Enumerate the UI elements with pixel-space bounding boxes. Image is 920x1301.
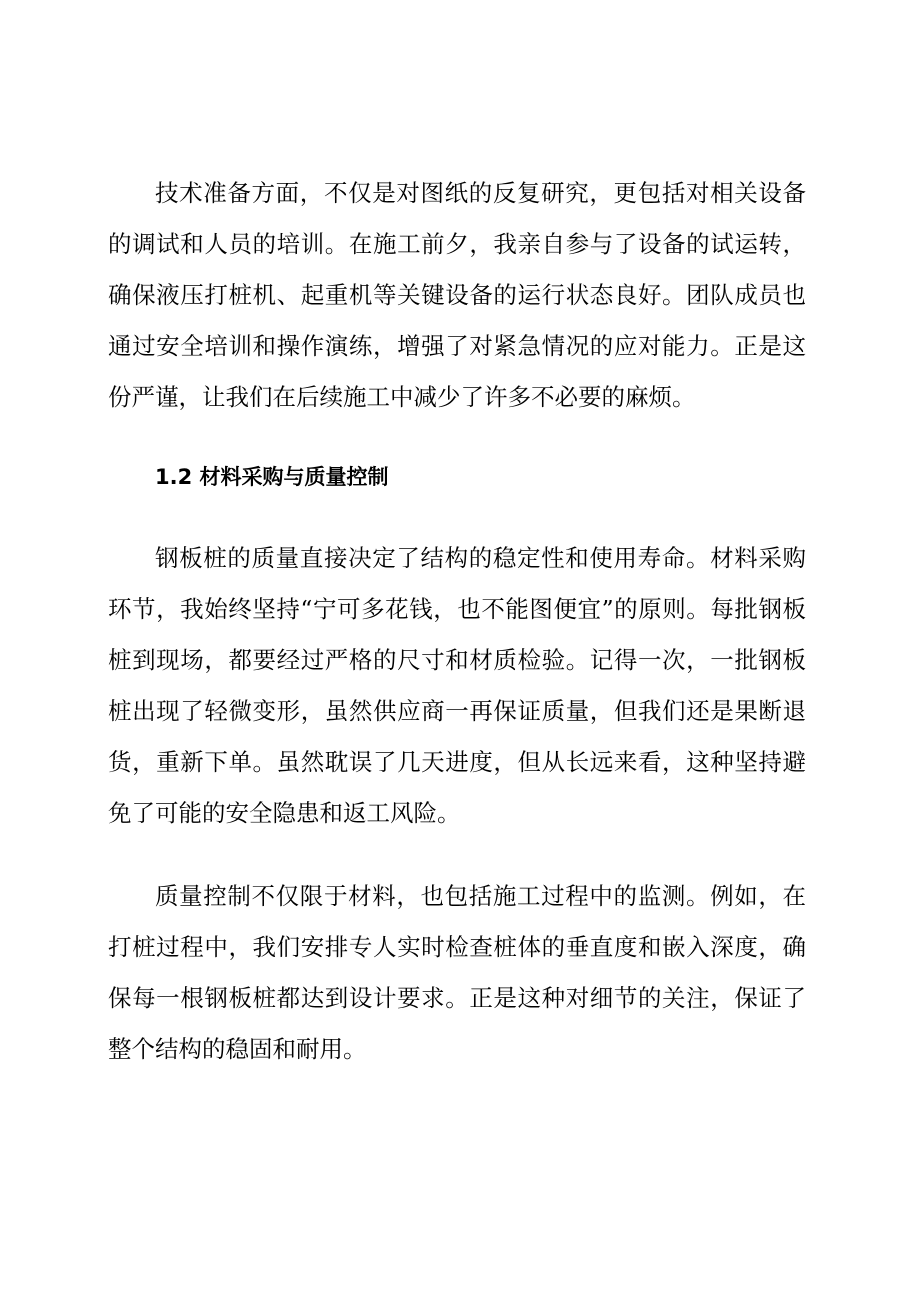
paragraph-technical-preparation: 技术准备方面，不仅是对图纸的反复研究，更包括对相关设备的调试和人员的培训。在施工前夕，我亲自参与了设备的试运转，确保液压打桩机、起重机等关键设备的运行状态良好。团队成员也通过安全培训和操作演练，增强了对紧急情况的应对能力。正是这份严谨，让我们在后续施工中减少了许多不必要的麻烦。 <box>108 179 806 411</box>
spacer <box>108 839 806 871</box>
document-body <box>108 168 806 1075</box>
paragraph-material-procurement: 钢板桩的质量直接决定了结构的稳定性和使用寿命。材料采购环节，我始终坚持“宁可多花钱，也不能图便宜”的原则。每批钢板桩到现场，都要经过严格的尺寸和材质检验。记得一次，一批钢板桩出现了轻微变形，虽然供应商一再保证质量，但我们还是果断退货，重新下单。虽然耽误了几天进度，但从长远来看，这种坚持避免了可能的安全隐患和返工风险。 <box>108 544 806 827</box>
spacer <box>108 423 806 460</box>
spacer <box>108 494 806 533</box>
paragraph-quality-control: 质量控制不仅限于材料，也包括施工过程中的监测。例如，在打桩过程中，我们安排专人实时检查桩体的垂直度和嵌入深度，确保每一根钢板桩都达到设计要求。正是这种对细节的关注，保证了整个结构的稳固和耐用。 <box>108 882 806 1063</box>
section-heading: 1.2 材料采购与质量控制 <box>155 465 389 489</box>
